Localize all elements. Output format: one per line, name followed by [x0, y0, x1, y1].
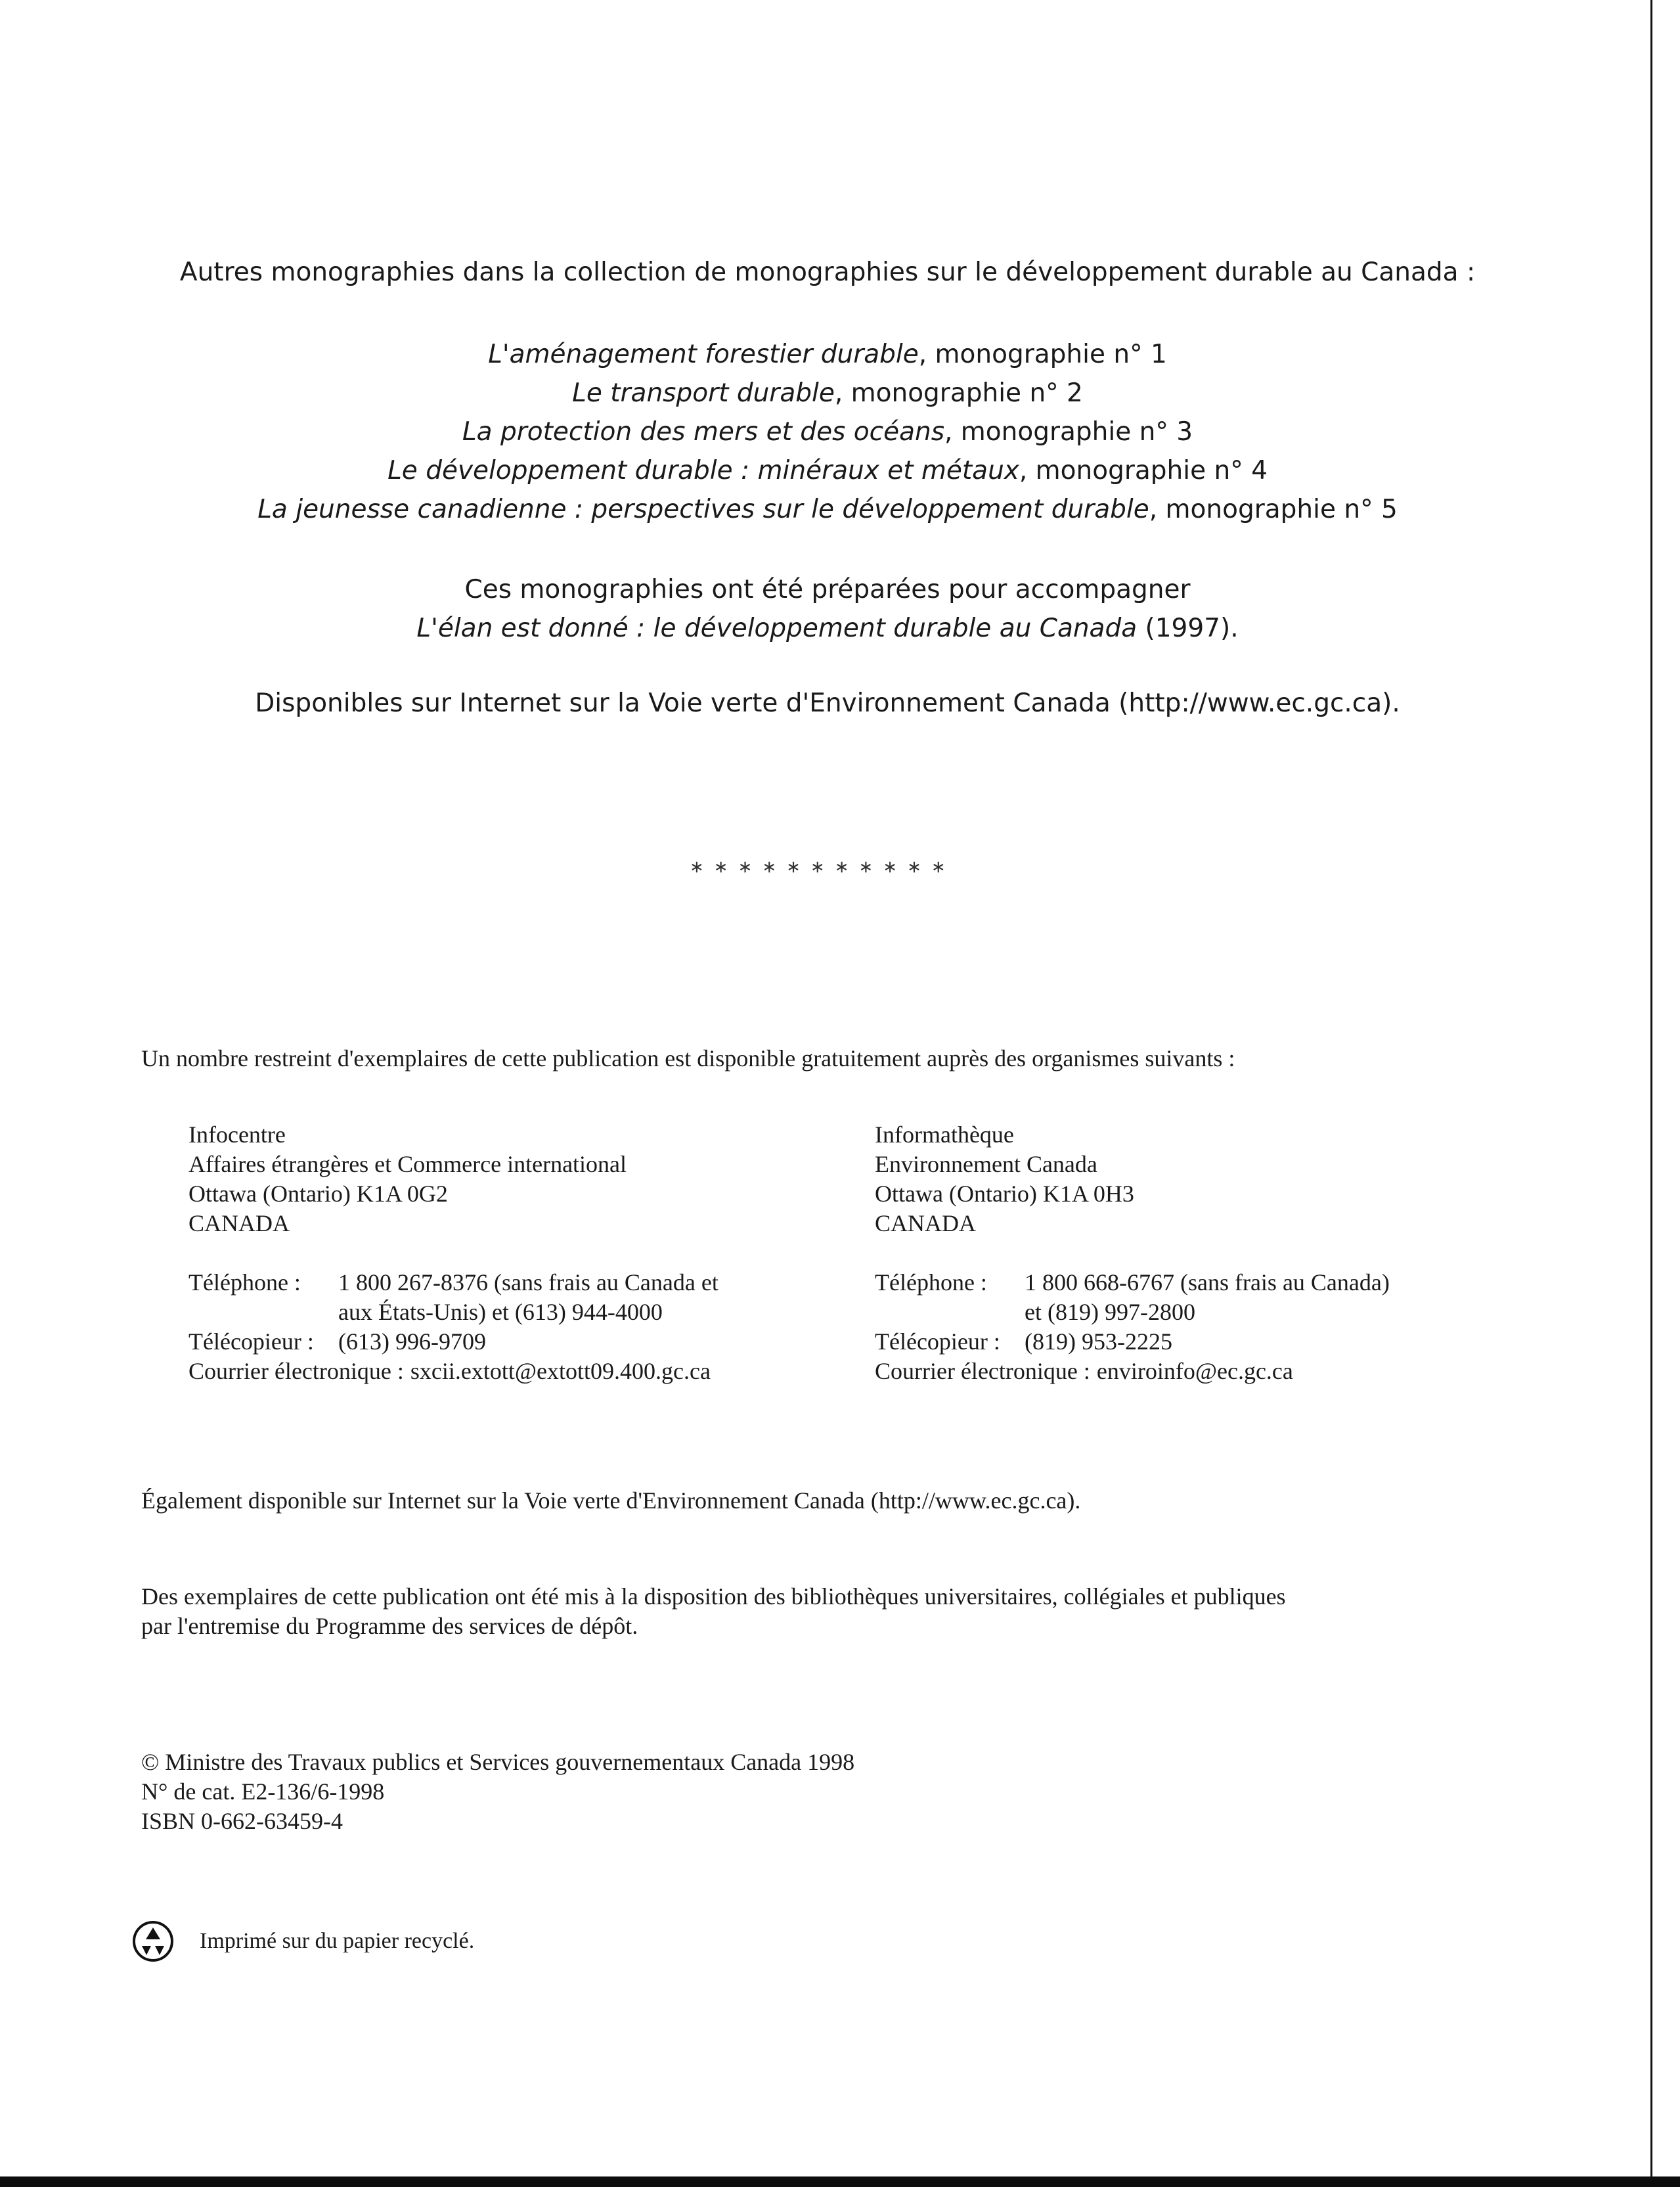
- org-department: Affaires étrangères et Commerce international: [188, 1151, 627, 1177]
- fax-row: [875, 1327, 1597, 1357]
- fax-row: [188, 1327, 845, 1357]
- org-name: Infocentre: [188, 1121, 286, 1148]
- phone-value-continued: et (819) 997-2800: [1025, 1299, 1195, 1325]
- phone-value-continued: aux États-Unis) et (613) 944-4000: [338, 1299, 663, 1325]
- contact-left: [188, 1268, 845, 1386]
- email-label: Courrier électronique :: [875, 1358, 1090, 1384]
- monograph-title: La jeunesse canadienne : perspectives sur le développement durable: [257, 495, 1149, 524]
- recycled-label: Imprimé sur du papier recyclé.: [200, 1929, 475, 1953]
- fax-label: Télécopieur :: [188, 1328, 314, 1355]
- org-city: Ottawa (Ontario) K1A 0H3: [875, 1181, 1134, 1207]
- org-country: CANADA: [188, 1210, 290, 1236]
- monograph-item: [0, 335, 1655, 374]
- prepared-line: Ces monographies ont été préparées pour accompagner: [464, 575, 1191, 604]
- libraries-note: [141, 1582, 1520, 1641]
- phone-row-continued: [188, 1297, 845, 1327]
- phone-value: 1 800 668-6767 (sans frais au Canada): [1025, 1269, 1390, 1296]
- phone-value: 1 800 267-8376 (sans frais au Canada et: [338, 1269, 718, 1296]
- monograph-number: , monographie n° 2: [834, 378, 1083, 408]
- catalog-number: N° de cat. E2-136/6-1998: [141, 1778, 385, 1805]
- monograph-title: L'aménagement forestier durable: [488, 340, 919, 369]
- email-label: Courrier électronique :: [188, 1358, 404, 1384]
- recycled-note: [131, 1920, 474, 1963]
- monograph-title: Le développement durable : minéraux et métaux: [387, 456, 1019, 485]
- copyright-line: © Ministre des Travaux publics et Services gouvernementaux Canada 1998: [141, 1749, 855, 1775]
- libraries-line: Des exemplaires de cette publication ont été mis à la disposition des bibliothèques universitaires, collégiales et publiques: [141, 1583, 1286, 1610]
- org-department: Environnement Canada: [875, 1151, 1097, 1177]
- fax-value: (613) 996-9709: [338, 1328, 486, 1355]
- monograph-item: [0, 451, 1655, 490]
- separator-asterisks: ∗∗∗∗∗∗∗∗∗∗∗: [690, 857, 956, 877]
- internet-note: Également disponible sur Internet sur la Voie verte d'Environnement Canada (http://www.ec.gc.ca).: [141, 1487, 1081, 1514]
- org-country: CANADA: [875, 1210, 977, 1236]
- online-availability: Disponibles sur Internet sur la Voie verte d'Environnement Canada (http://www.ec.gc.ca).: [255, 688, 1400, 718]
- phone-row: [188, 1268, 845, 1297]
- email-row: [875, 1357, 1597, 1386]
- libraries-line: par l'entremise du Programme des services de dépôt.: [141, 1613, 638, 1639]
- phone-row-continued: [875, 1297, 1597, 1327]
- monograph-list: [0, 335, 1655, 529]
- email-row: [188, 1357, 845, 1386]
- phone-label: Téléphone :: [188, 1269, 301, 1296]
- phone-label: Téléphone :: [875, 1269, 987, 1296]
- monograph-item: [0, 413, 1655, 451]
- reference-year: (1997).: [1137, 614, 1239, 643]
- monograph-number: , monographie n° 1: [918, 340, 1167, 369]
- org-address-left: [188, 1120, 845, 1238]
- org-address-right: [875, 1120, 1532, 1238]
- copyright-block: [141, 1747, 1520, 1836]
- org-city: Ottawa (Ontario) K1A 0G2: [188, 1181, 448, 1207]
- reference-title: L'élan est donné : le développement durable au Canada: [416, 614, 1138, 643]
- fax-value: (819) 953-2225: [1025, 1328, 1172, 1355]
- org-name: Informathèque: [875, 1121, 1014, 1148]
- phone-row: [875, 1268, 1597, 1297]
- monograph-number: , monographie n° 5: [1149, 495, 1398, 524]
- fax-label: Télécopieur :: [875, 1328, 1000, 1355]
- monograph-number: , monographie n° 3: [944, 417, 1193, 447]
- email-value: enviroinfo@ec.gc.ca: [1096, 1358, 1293, 1384]
- monograph-item: [0, 490, 1655, 529]
- availability-note: Un nombre restreint d'exemplaires de cette publication est disponible gratuitement auprès des organismes suivants :: [141, 1045, 1235, 1071]
- email-value: sxcii.extott@extott09.400.gc.ca: [410, 1358, 711, 1384]
- prepared-reference: [0, 609, 1655, 648]
- monograph-item: [0, 374, 1655, 413]
- intro-line: Autres monographies dans la collection de monographies sur le développement durable au Canada :: [179, 258, 1476, 287]
- monograph-number: , monographie n° 4: [1019, 456, 1268, 485]
- isbn: ISBN 0-662-63459-4: [141, 1808, 343, 1834]
- monograph-title: La protection des mers et des océans: [462, 417, 945, 447]
- recycled-paper-icon: [131, 1920, 175, 1963]
- prepared-note: [0, 570, 1655, 648]
- monograph-title: Le transport durable: [572, 378, 835, 408]
- scan-edge-right: [1650, 0, 1680, 2187]
- contact-right: [875, 1268, 1597, 1386]
- scan-edge-bottom: [0, 2176, 1680, 2187]
